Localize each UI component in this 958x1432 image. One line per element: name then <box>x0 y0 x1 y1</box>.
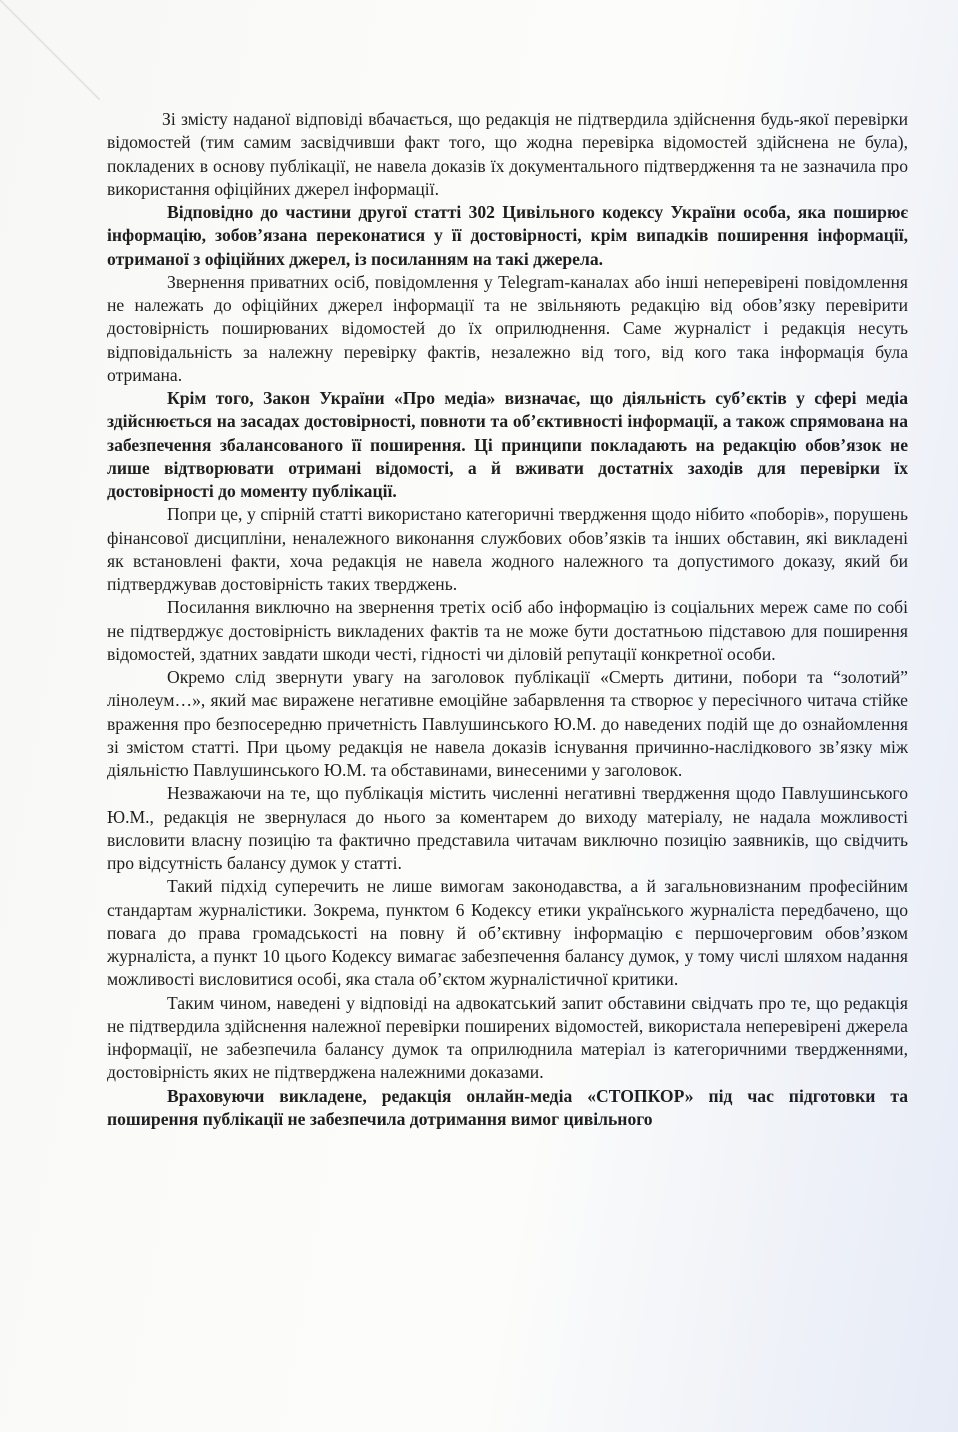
document-body <box>107 108 908 1131</box>
paragraph-11-bold: Враховуючи викладене, редакція онлайн-медіа «СТОПКОР» під час підготовки та поширення публікації не забезпечила дотримання вимог цивільного <box>107 1085 908 1129</box>
paragraph-8: Незважаючи на те, що публікація містить численні негативні твердження щодо Павлушинського Ю.М., редакція не звернулася до нього за коментарем до виходу матеріалу, не надала можливості висловити власну позицію та фактично представила читачам виключно позицію заявників, що свідчить про відсутність балансу думок у статті. <box>107 783 908 873</box>
paragraph-7: Окремо слід звернути увагу на заголовок публікації «Смерть дитини, побори та “золотий” лінолеум…», який має виражене негативне емоційне забарвлення та створює у пересічного читача стійке враження про безпосередню причетність Павлушинського Ю.М. до наведених подій ще до ознайомлення зі змістом статті. При цьому редакція не навела доказів існування причинно-наслідкового зв’язку між діяльністю Павлушинського Ю.М. та обставинами, винесеними у заголовок. <box>107 667 908 780</box>
paper-fold-line <box>0 0 100 100</box>
paragraph-1: Зі змісту наданої відповіді вбачається, що редакція не підтвердила здійснення будь-якої перевірки відомостей (тим самим засвідчивши факт того, що жодна перевірка відомостей здійснена не була), покладених в основу публікації, не навела доказів їх документального підтвердження та не зазначила про використання офіційних джерел інформації. <box>107 109 908 199</box>
paragraph-10: Таким чином, наведені у відповіді на адвокатський запит обставини свідчать про те, що редакція не підтвердила здійснення належної перевірки поширених відомостей, використала неперевірені джерела інформації, не забезпечила балансу думок та оприлюднила матеріал із категоричними твердженнями, достовірність яких не підтверджена належними доказами. <box>107 992 908 1083</box>
paragraph-9: Такий підхід суперечить не лише вимогам законодавства, а й загальновизнаним професійним стандартам журналістики. Зокрема, пунктом 6 Кодексу етики українського журналіста передбачено, що повага до права громадськості на повну й об’єктивну інформацію є першочерговим обов’язком журналіста, а пункт 10 цього Кодексу вимагає забезпечення балансу думок, у тому числі шляхом надання можливості висловитися особі, яка стала об’єктом журналістичної критики. <box>107 876 908 990</box>
paragraph-6: Посилання виключно на звернення третіх осіб або інформацію із соціальних мереж саме по собі не підтверджує достовірність викладених фактів та не може бути достатньою підставою для поширення відомостей, здатних завдати шкоди честі, гідності чи діловій репутації конкретної особи. <box>107 597 908 664</box>
paragraph-4-bold: Крім того, Закон України «Про медіа» визначає, що діяльність суб’єктів у сфері медіа здійснюється на засадах достовірності, повноти та об’єктивності інформації, а також спрямована на забезпечення збалансованого її поширення. Ці принципи покладають на редакцію обов’язок не лише відтворювати отримані відомості, а й вживати достатніх заходів для перевірки їх достовірності до моменту публікації. <box>107 388 908 501</box>
paragraph-2-bold: Відповідно до частини другої статті 302 Цивільного кодексу України особа, яка поширює інформацію, зобов’язана переконатися у її достовірності, крім випадків поширення інформації, отриманої з офіційних джерел, із посиланням на такі джерела. <box>107 202 908 269</box>
paragraph-5: Попри це, у спірній статті використано категоричні твердження щодо нібито «поборів», порушень фінансової дисципліни, неналежного виконання службових обов’язків та інших обставин, які викладені як встановлені факти, хоча редакція не навела жодного належного та допустимого доказу, який би підтверджував достовірність таких тверджень. <box>107 504 908 594</box>
paragraph-3: Звернення приватних осіб, повідомлення у Telegram-каналах або інші неперевірені повідомлення не належать до офіційних джерел інформації та не звільняють редакцію від обов’язку перевірити достовірність поширюваних відомостей до їх оприлюднення. Саме журналіст і редакція несуть відповідальність за належну перевірку фактів, незалежно від того, від кого така інформація була отримана. <box>107 271 908 385</box>
